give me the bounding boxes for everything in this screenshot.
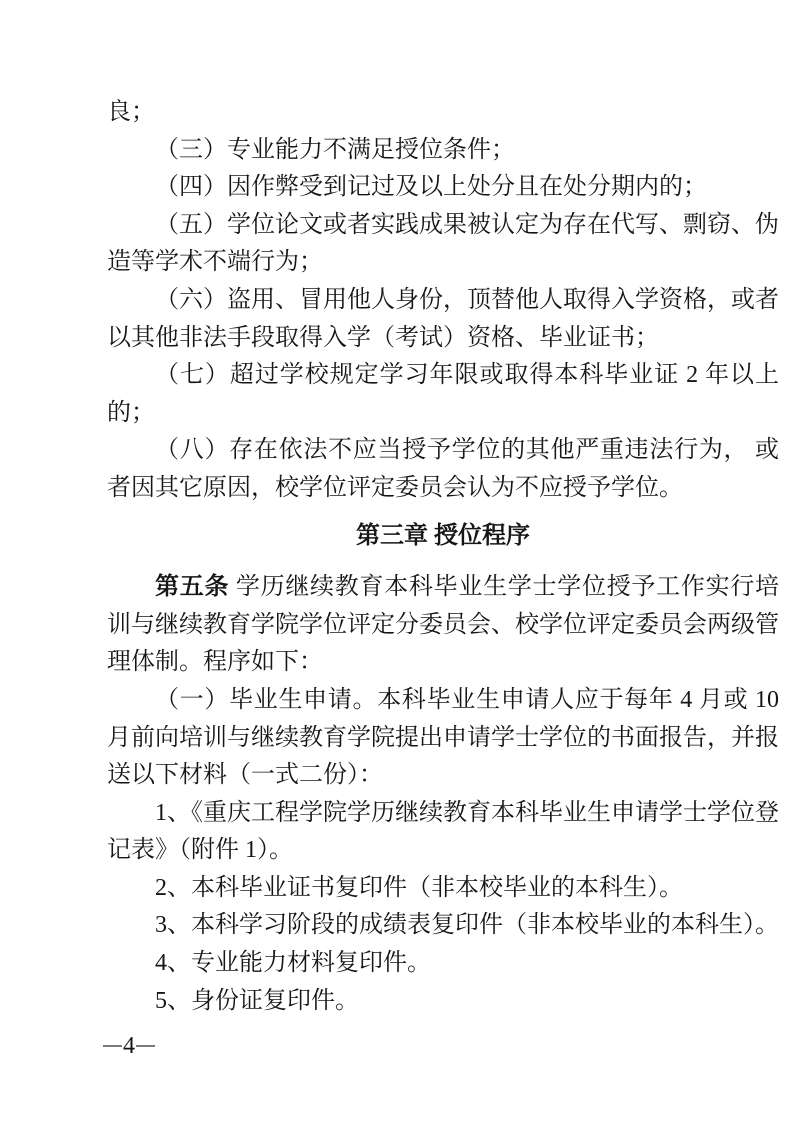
paragraph: 3、本科学习阶段的成绩表复印件（非本校毕业的本科生）。 xyxy=(155,912,779,939)
document-content xyxy=(107,94,779,1020)
paragraph: 第五条 学历继续教育本科毕业生学士学位授予工作实行培训与继续教育学院学位评定分委员会、校学位评定委员会两级管理体制。程序如下： xyxy=(107,574,780,676)
paragraph: 4、专业能力材料复印件。 xyxy=(155,950,431,977)
article-number: 第五条 xyxy=(155,574,230,601)
page-number: 4 xyxy=(123,1033,135,1059)
paragraph: （六）盗用、冒用他人身份，顶替他人取得入学资格，或者以其他非法手段取得入学（考试）资格、毕业证书； xyxy=(107,286,779,351)
paragraph: （五）学位论文或者实践成果被认定为存在代写、剽窃、伪造等学术不端行为； xyxy=(107,211,779,276)
chapter-heading: 第三章 授位程序 xyxy=(356,522,530,549)
paragraph: （八）存在依法不应当授予学位的其他严重违法行为， 或者因其它原因，校学位评定委员会认为不应授予学位。 xyxy=(107,437,779,501)
paragraph: 良； xyxy=(107,99,155,125)
paragraph: （七）超过学校规定学习年限或取得本科毕业证 2 年以上的； xyxy=(107,362,779,426)
paragraph: （四）因作弊受到记过及以上处分且在处分期内的； xyxy=(155,174,707,201)
footer-right-dash xyxy=(136,1045,155,1047)
footer-left-dash xyxy=(103,1045,122,1047)
paragraph: （一）毕业生申请。本科毕业生申请人应于每年 4 月或 10 月前向培训与继续教育学院提出申请学士学位的书面报告，并报送以下材料（一式二份）： xyxy=(107,686,779,789)
paragraph: 1、《重庆工程学院学历继续教育本科毕业生申请学士学位登记表》（附件 1）。 xyxy=(107,799,779,864)
page-footer xyxy=(103,1032,155,1060)
paragraph: 5、身份证复印件。 xyxy=(155,987,359,1014)
paragraph: 2、本科毕业证书复印件（非本校毕业的本科生）。 xyxy=(155,874,683,901)
paragraph: （三）专业能力不满足授位条件； xyxy=(155,136,515,163)
